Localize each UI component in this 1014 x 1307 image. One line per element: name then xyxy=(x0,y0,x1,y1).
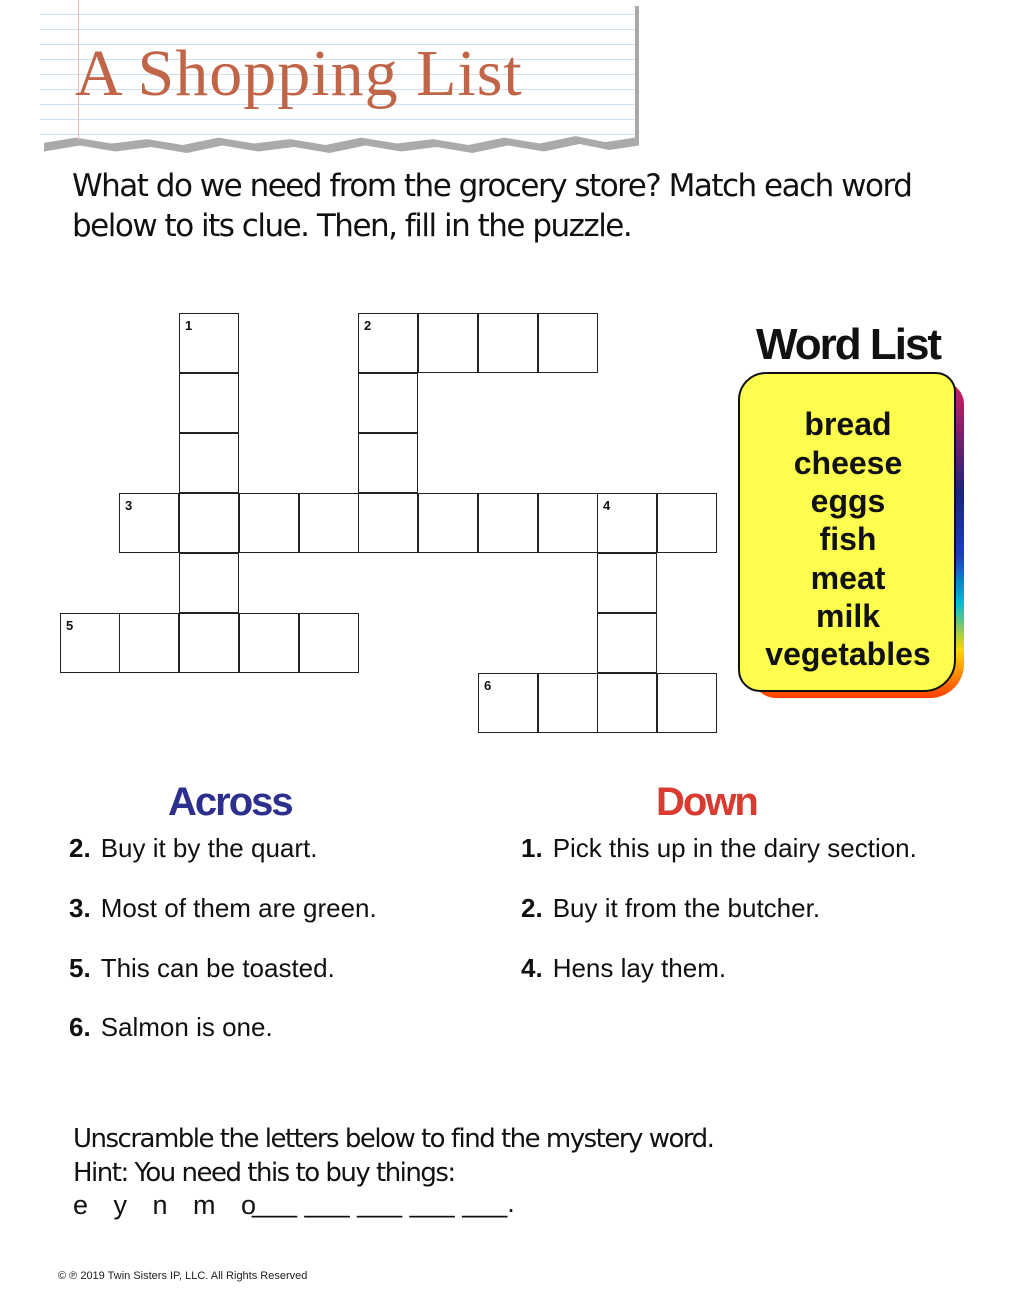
clue-text: Hens lay them. xyxy=(552,953,727,983)
clue-number: 5. xyxy=(69,953,91,983)
down-heading: Down xyxy=(656,780,757,824)
crossword-cell[interactable] xyxy=(657,673,717,733)
clue-text: Buy it by the quart. xyxy=(100,833,318,863)
down-clue xyxy=(521,833,917,864)
clue-text: Pick this up in the dairy section. xyxy=(552,833,917,863)
crossword-cell[interactable] xyxy=(657,493,717,553)
crossword-cell[interactable] xyxy=(358,493,418,553)
crossword-cell[interactable] xyxy=(597,673,657,733)
crossword-cell[interactable] xyxy=(239,613,299,673)
crossword-cell[interactable] xyxy=(538,493,598,553)
crossword-cell[interactable] xyxy=(179,613,239,673)
scrambled-letters: e y n m o xyxy=(73,1190,266,1220)
page-title: A Shopping List xyxy=(75,37,523,110)
word-list-heading: Word List xyxy=(756,320,941,369)
word-list-item: meat xyxy=(810,560,886,596)
word-list-item: vegetables xyxy=(765,636,931,672)
clue-text: Salmon is one. xyxy=(100,1012,273,1042)
crossword-cell[interactable] xyxy=(299,613,359,673)
crossword-cell[interactable] xyxy=(358,373,418,433)
crossword-cell[interactable] xyxy=(358,313,418,373)
crossword-cell[interactable] xyxy=(418,313,478,373)
crossword-cell[interactable] xyxy=(478,493,538,553)
crossword-cell[interactable] xyxy=(179,313,239,373)
across-heading: Across xyxy=(168,780,292,824)
crossword-cell[interactable] xyxy=(418,493,478,553)
clue-number: 1 xyxy=(185,318,193,333)
clue-text: This can be toasted. xyxy=(100,953,335,983)
word-list-item: eggs xyxy=(810,483,886,519)
across-clue xyxy=(69,953,335,984)
answer-blanks[interactable]: ___ ___ ___ ___ ___. xyxy=(252,1188,515,1218)
clue-number: 4 xyxy=(603,498,611,513)
word-list-item: milk xyxy=(815,598,881,634)
clue-number: 6 xyxy=(484,678,492,693)
crossword-cell[interactable] xyxy=(119,613,179,673)
crossword-cell[interactable] xyxy=(179,373,239,433)
crossword-cell[interactable] xyxy=(597,613,657,673)
crossword-cell[interactable] xyxy=(597,553,657,613)
down-clue xyxy=(521,893,820,924)
word-list-item: cheese xyxy=(793,445,903,481)
crossword-cell[interactable] xyxy=(538,313,598,373)
clue-number: 2. xyxy=(69,833,91,863)
word-list-item: bread xyxy=(804,406,892,442)
crossword-cell[interactable] xyxy=(358,433,418,493)
crossword-cell[interactable] xyxy=(179,433,239,493)
clue-number: 4. xyxy=(521,953,543,983)
crossword-cell[interactable] xyxy=(597,493,657,553)
crossword-cell[interactable] xyxy=(179,553,239,613)
clue-text: Buy it from the butcher. xyxy=(552,893,821,923)
crossword-cell[interactable] xyxy=(299,493,359,553)
crossword-cell[interactable] xyxy=(478,673,538,733)
mystery-instructions xyxy=(73,1122,713,1190)
crossword-cell[interactable] xyxy=(538,673,598,733)
copyright-footer: © ℗ 2019 Twin Sisters IP, LLC. All Rights Reserved xyxy=(58,1270,308,1282)
mystery-line-1: Unscramble the letters below to find the mystery word. xyxy=(73,1124,714,1154)
crossword-cell[interactable] xyxy=(239,493,299,553)
clue-number: 3. xyxy=(69,893,91,923)
clue-text: Most of them are green. xyxy=(100,893,377,923)
crossword-cell[interactable] xyxy=(60,613,120,673)
across-clue xyxy=(69,833,317,864)
down-clue xyxy=(521,953,726,984)
clue-number: 3 xyxy=(125,498,133,513)
across-clue xyxy=(69,893,377,924)
instructions: What do we need from the grocery store? Match each word below to its clue. Then, fill in the puzzle. xyxy=(72,168,912,244)
crossword-cell[interactable] xyxy=(179,493,239,553)
mystery-hint: Hint: You need this to buy things: xyxy=(73,1158,455,1188)
clue-number: 5 xyxy=(66,618,74,633)
across-clue xyxy=(69,1012,273,1043)
crossword-cell[interactable] xyxy=(478,313,538,373)
crossword-cell[interactable] xyxy=(119,493,179,553)
word-list-item: fish xyxy=(819,521,877,557)
clue-number: 2 xyxy=(364,318,372,333)
clue-number: 1. xyxy=(521,833,543,863)
clue-number: 2. xyxy=(521,893,543,923)
clue-number: 6. xyxy=(69,1012,91,1042)
